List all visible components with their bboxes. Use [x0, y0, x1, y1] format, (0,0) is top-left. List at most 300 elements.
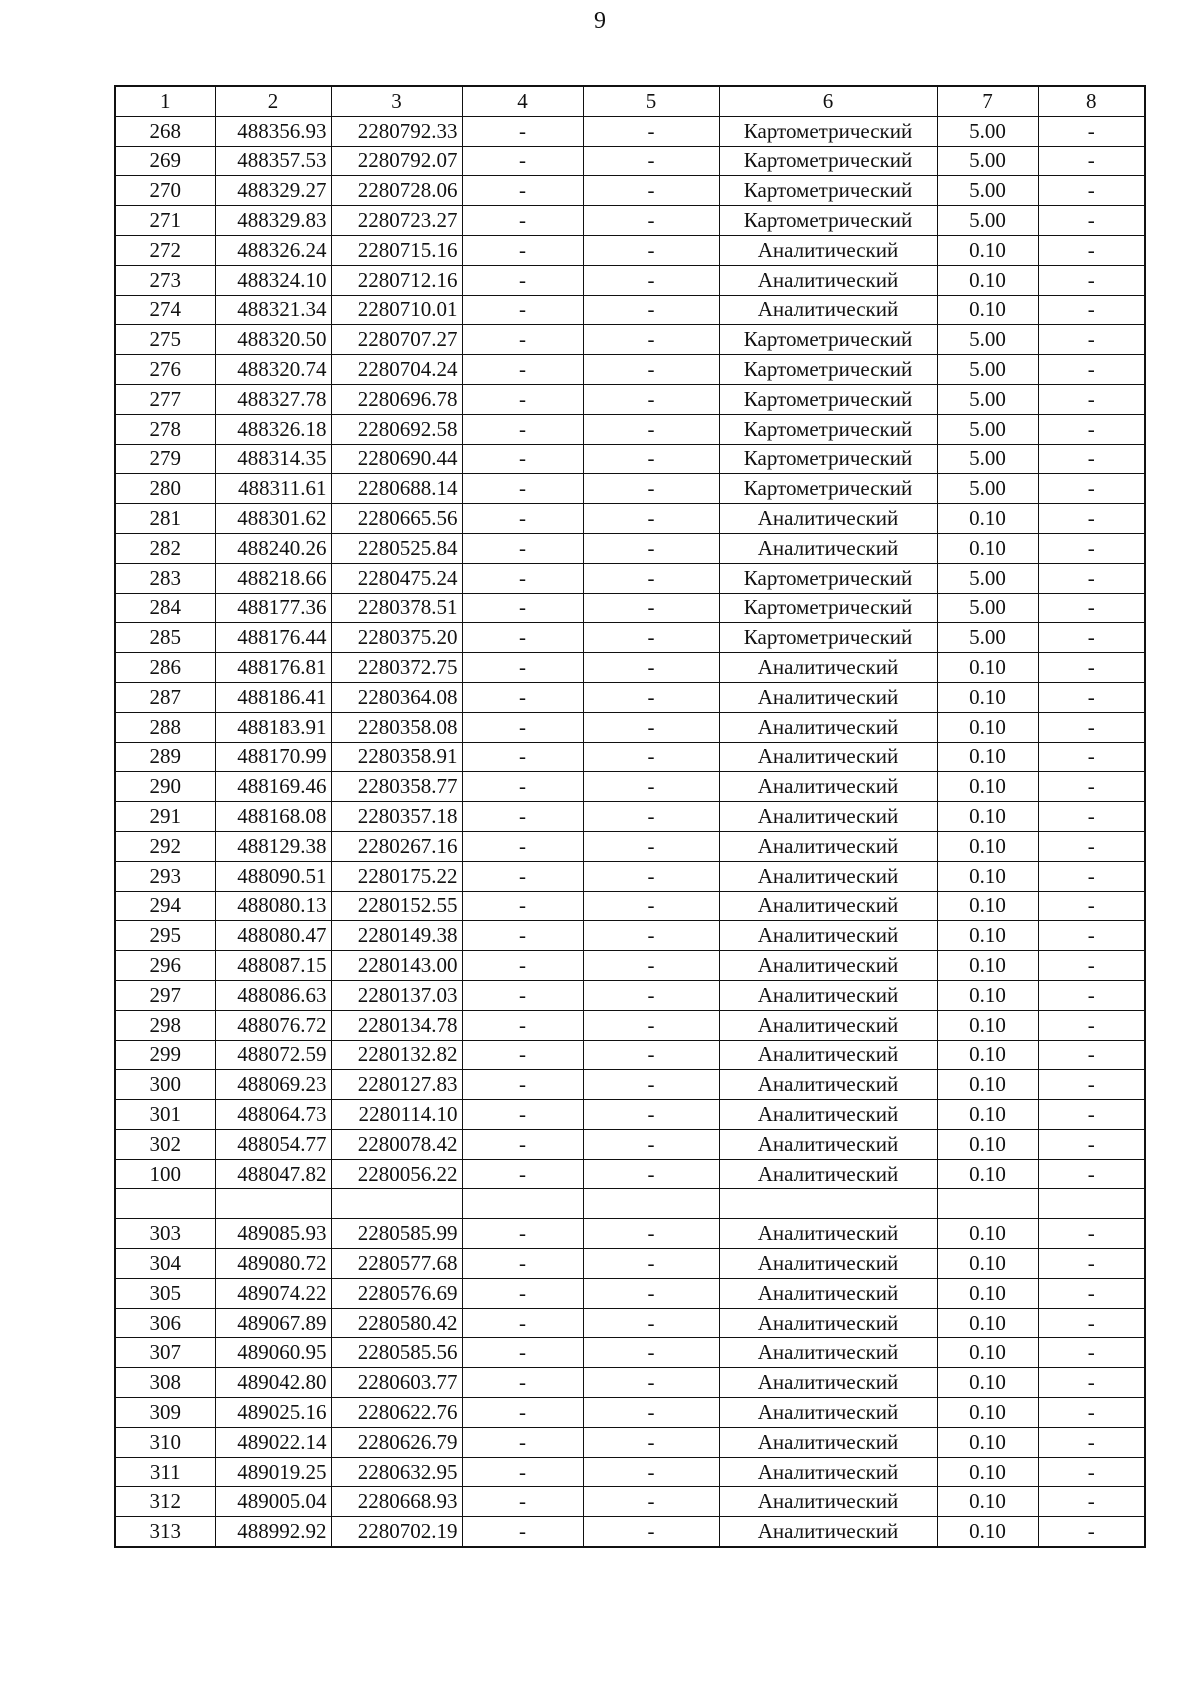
column-5-cell: - — [583, 355, 719, 385]
accuracy-cell: 0.10 — [937, 265, 1038, 295]
column-8-cell: - — [1038, 1368, 1145, 1398]
point-number-cell: 313 — [115, 1517, 215, 1547]
column-8-cell: - — [1038, 206, 1145, 236]
column-8-cell: - — [1038, 1219, 1145, 1249]
x-coordinate-cell: 488169.46 — [215, 772, 331, 802]
column-5-cell: - — [583, 653, 719, 683]
method-cell: Аналитический — [719, 235, 937, 265]
table-row — [115, 802, 1145, 832]
column-8-cell: - — [1038, 712, 1145, 742]
point-number-cell: 309 — [115, 1398, 215, 1428]
y-coordinate-cell: 2280375.20 — [331, 623, 462, 653]
y-coordinate-cell: 2280372.75 — [331, 653, 462, 683]
column-4-cell: - — [462, 1368, 583, 1398]
table-row — [115, 980, 1145, 1010]
column-4-cell: - — [462, 1219, 583, 1249]
column-4-cell: - — [462, 861, 583, 891]
accuracy-cell: 5.00 — [937, 206, 1038, 236]
table-row — [115, 265, 1145, 295]
table-row — [115, 414, 1145, 444]
y-coordinate-cell: 2280626.79 — [331, 1427, 462, 1457]
column-5-cell — [583, 1189, 719, 1219]
point-number-cell: 279 — [115, 444, 215, 474]
x-coordinate-cell: 488326.24 — [215, 235, 331, 265]
column-5-cell: - — [583, 1159, 719, 1189]
accuracy-cell: 0.10 — [937, 980, 1038, 1010]
method-cell: Картометрический — [719, 474, 937, 504]
column-5-cell: - — [583, 1070, 719, 1100]
column-4-cell: - — [462, 563, 583, 593]
accuracy-cell: 5.00 — [937, 355, 1038, 385]
column-4-cell: - — [462, 355, 583, 385]
x-coordinate-cell: 489067.89 — [215, 1308, 331, 1338]
table-row — [115, 891, 1145, 921]
table-row — [115, 623, 1145, 653]
column-4-cell: - — [462, 1070, 583, 1100]
x-coordinate-cell: 488327.78 — [215, 384, 331, 414]
column-header: 8 — [1038, 86, 1145, 116]
column-5-cell: - — [583, 1249, 719, 1279]
column-4-cell: - — [462, 1338, 583, 1368]
point-number-cell: 100 — [115, 1159, 215, 1189]
column-4-cell: - — [462, 1278, 583, 1308]
table-row — [115, 921, 1145, 951]
column-5-cell: - — [583, 325, 719, 355]
y-coordinate-cell: 2280056.22 — [331, 1159, 462, 1189]
accuracy-cell: 0.10 — [937, 1249, 1038, 1279]
column-8-cell: - — [1038, 1487, 1145, 1517]
column-8-cell: - — [1038, 355, 1145, 385]
column-5-cell: - — [583, 295, 719, 325]
column-5-cell: - — [583, 146, 719, 176]
y-coordinate-cell: 2280378.51 — [331, 593, 462, 623]
accuracy-cell: 0.10 — [937, 504, 1038, 534]
table-row — [115, 295, 1145, 325]
point-number-cell: 281 — [115, 504, 215, 534]
x-coordinate-cell: 488168.08 — [215, 802, 331, 832]
column-5-cell: - — [583, 206, 719, 236]
method-cell: Аналитический — [719, 951, 937, 981]
column-4-cell: - — [462, 325, 583, 355]
column-4-cell: - — [462, 295, 583, 325]
x-coordinate-cell: 489085.93 — [215, 1219, 331, 1249]
table-row — [115, 1398, 1145, 1428]
column-4-cell: - — [462, 1487, 583, 1517]
column-8-cell: - — [1038, 414, 1145, 444]
accuracy-cell: 0.10 — [937, 1040, 1038, 1070]
accuracy-cell — [937, 1189, 1038, 1219]
column-4-cell: - — [462, 265, 583, 295]
point-number-cell: 297 — [115, 980, 215, 1010]
accuracy-cell: 0.10 — [937, 712, 1038, 742]
column-4-cell: - — [462, 235, 583, 265]
header-row — [115, 86, 1145, 116]
point-number-cell: 274 — [115, 295, 215, 325]
column-8-cell: - — [1038, 1308, 1145, 1338]
column-4-cell: - — [462, 146, 583, 176]
column-4-cell: - — [462, 1457, 583, 1487]
column-4-cell: - — [462, 533, 583, 563]
x-coordinate-cell: 489080.72 — [215, 1249, 331, 1279]
accuracy-cell: 0.10 — [937, 1219, 1038, 1249]
method-cell — [719, 1189, 937, 1219]
x-coordinate-cell: 488080.13 — [215, 891, 331, 921]
point-number-cell: 275 — [115, 325, 215, 355]
y-coordinate-cell: 2280267.16 — [331, 831, 462, 861]
y-coordinate-cell: 2280665.56 — [331, 504, 462, 534]
table-row — [115, 1487, 1145, 1517]
accuracy-cell: 5.00 — [937, 593, 1038, 623]
point-number-cell — [115, 1189, 215, 1219]
column-5-cell: - — [583, 1338, 719, 1368]
column-4-cell: - — [462, 891, 583, 921]
column-8-cell: - — [1038, 235, 1145, 265]
table-row — [115, 1308, 1145, 1338]
x-coordinate-cell: 488080.47 — [215, 921, 331, 951]
method-cell: Аналитический — [719, 1457, 937, 1487]
table-row — [115, 533, 1145, 563]
column-header: 3 — [331, 86, 462, 116]
x-coordinate-cell: 488054.77 — [215, 1129, 331, 1159]
point-number-cell: 294 — [115, 891, 215, 921]
method-cell: Картометрический — [719, 176, 937, 206]
point-number-cell: 311 — [115, 1457, 215, 1487]
x-coordinate-cell: 489074.22 — [215, 1278, 331, 1308]
x-coordinate-cell: 489025.16 — [215, 1398, 331, 1428]
column-5-cell: - — [583, 1427, 719, 1457]
point-number-cell: 287 — [115, 682, 215, 712]
x-coordinate-cell: 488047.82 — [215, 1159, 331, 1189]
table-row — [115, 682, 1145, 712]
method-cell: Аналитический — [719, 772, 937, 802]
table-row — [115, 355, 1145, 385]
table-row — [115, 116, 1145, 146]
column-5-cell: - — [583, 831, 719, 861]
method-cell: Аналитический — [719, 653, 937, 683]
y-coordinate-cell: 2280358.91 — [331, 742, 462, 772]
column-4-cell: - — [462, 206, 583, 236]
column-8-cell: - — [1038, 1010, 1145, 1040]
x-coordinate-cell: 488177.36 — [215, 593, 331, 623]
method-cell: Аналитический — [719, 295, 937, 325]
column-5-cell: - — [583, 951, 719, 981]
y-coordinate-cell: 2280707.27 — [331, 325, 462, 355]
accuracy-cell: 0.10 — [937, 921, 1038, 951]
column-8-cell: - — [1038, 682, 1145, 712]
y-coordinate-cell: 2280622.76 — [331, 1398, 462, 1428]
table-row — [115, 1010, 1145, 1040]
column-5-cell: - — [583, 1010, 719, 1040]
point-number-cell: 293 — [115, 861, 215, 891]
x-coordinate-cell: 488311.61 — [215, 474, 331, 504]
y-coordinate-cell: 2280712.16 — [331, 265, 462, 295]
y-coordinate-cell: 2280364.08 — [331, 682, 462, 712]
accuracy-cell: 0.10 — [937, 533, 1038, 563]
point-number-cell: 285 — [115, 623, 215, 653]
method-cell: Картометрический — [719, 384, 937, 414]
table-row — [115, 444, 1145, 474]
table-header — [115, 86, 1145, 116]
method-cell: Аналитический — [719, 1010, 937, 1040]
method-cell: Аналитический — [719, 891, 937, 921]
column-5-cell: - — [583, 1457, 719, 1487]
y-coordinate-cell: 2280132.82 — [331, 1040, 462, 1070]
x-coordinate-cell: 488076.72 — [215, 1010, 331, 1040]
column-8-cell: - — [1038, 563, 1145, 593]
column-8-cell: - — [1038, 831, 1145, 861]
point-number-cell: 282 — [115, 533, 215, 563]
point-number-cell: 306 — [115, 1308, 215, 1338]
column-5-cell: - — [583, 474, 719, 504]
method-cell: Картометрический — [719, 116, 937, 146]
x-coordinate-cell: 488183.91 — [215, 712, 331, 742]
column-8-cell: - — [1038, 1278, 1145, 1308]
table-row — [115, 1517, 1145, 1547]
method-cell: Аналитический — [719, 1070, 937, 1100]
method-cell: Картометрический — [719, 444, 937, 474]
column-4-cell: - — [462, 682, 583, 712]
accuracy-cell: 0.10 — [937, 1368, 1038, 1398]
accuracy-cell: 5.00 — [937, 563, 1038, 593]
column-8-cell: - — [1038, 1070, 1145, 1100]
column-5-cell: - — [583, 1487, 719, 1517]
x-coordinate-cell: 488176.44 — [215, 623, 331, 653]
column-5-cell: - — [583, 1398, 719, 1428]
method-cell: Аналитический — [719, 1517, 937, 1547]
y-coordinate-cell: 2280152.55 — [331, 891, 462, 921]
table-row — [115, 1100, 1145, 1130]
point-number-cell: 303 — [115, 1219, 215, 1249]
method-cell: Картометрический — [719, 623, 937, 653]
table-row — [115, 861, 1145, 891]
method-cell: Аналитический — [719, 980, 937, 1010]
method-cell: Аналитический — [719, 533, 937, 563]
y-coordinate-cell: 2280078.42 — [331, 1129, 462, 1159]
column-5-cell: - — [583, 742, 719, 772]
y-coordinate-cell: 2280149.38 — [331, 921, 462, 951]
x-coordinate-cell: 488301.62 — [215, 504, 331, 534]
y-coordinate-cell: 2280585.99 — [331, 1219, 462, 1249]
y-coordinate-cell: 2280792.33 — [331, 116, 462, 146]
x-coordinate-cell: 488329.83 — [215, 206, 331, 236]
column-8-cell: - — [1038, 1427, 1145, 1457]
x-coordinate-cell: 488329.27 — [215, 176, 331, 206]
point-number-cell: 269 — [115, 146, 215, 176]
accuracy-cell: 5.00 — [937, 623, 1038, 653]
column-5-cell: - — [583, 593, 719, 623]
column-5-cell: - — [583, 384, 719, 414]
column-5-cell: - — [583, 1308, 719, 1338]
point-number-cell: 268 — [115, 116, 215, 146]
column-5-cell: - — [583, 623, 719, 653]
table-row — [115, 504, 1145, 534]
table-body — [115, 116, 1145, 1547]
column-5-cell: - — [583, 533, 719, 563]
table-row — [115, 712, 1145, 742]
accuracy-cell: 0.10 — [937, 653, 1038, 683]
column-4-cell: - — [462, 712, 583, 742]
point-number-cell: 280 — [115, 474, 215, 504]
column-5-cell: - — [583, 921, 719, 951]
point-number-cell: 271 — [115, 206, 215, 236]
table-row — [115, 1219, 1145, 1249]
column-8-cell: - — [1038, 951, 1145, 981]
point-number-cell: 295 — [115, 921, 215, 951]
column-5-cell: - — [583, 116, 719, 146]
column-8-cell: - — [1038, 474, 1145, 504]
method-cell: Аналитический — [719, 1427, 937, 1457]
x-coordinate-cell: 488357.53 — [215, 146, 331, 176]
table-row — [115, 235, 1145, 265]
accuracy-cell: 0.10 — [937, 891, 1038, 921]
x-coordinate-cell: 488321.34 — [215, 295, 331, 325]
point-number-cell: 286 — [115, 653, 215, 683]
column-header: 4 — [462, 86, 583, 116]
accuracy-cell: 5.00 — [937, 444, 1038, 474]
x-coordinate-cell: 488176.81 — [215, 653, 331, 683]
accuracy-cell: 0.10 — [937, 1398, 1038, 1428]
column-4-cell: - — [462, 1249, 583, 1279]
column-header: 2 — [215, 86, 331, 116]
column-8-cell: - — [1038, 980, 1145, 1010]
point-number-cell: 283 — [115, 563, 215, 593]
y-coordinate-cell: 2280358.08 — [331, 712, 462, 742]
point-number-cell: 270 — [115, 176, 215, 206]
y-coordinate-cell: 2280688.14 — [331, 474, 462, 504]
x-coordinate-cell: 488086.63 — [215, 980, 331, 1010]
method-cell: Аналитический — [719, 1398, 937, 1428]
x-coordinate-cell: 488324.10 — [215, 265, 331, 295]
table-row — [115, 206, 1145, 236]
y-coordinate-cell — [331, 1189, 462, 1219]
column-5-cell: - — [583, 1040, 719, 1070]
column-5-cell: - — [583, 1517, 719, 1547]
column-4-cell: - — [462, 504, 583, 534]
column-5-cell: - — [583, 414, 719, 444]
x-coordinate-cell: 489042.80 — [215, 1368, 331, 1398]
table-row — [115, 325, 1145, 355]
accuracy-cell: 0.10 — [937, 1129, 1038, 1159]
point-number-cell: 305 — [115, 1278, 215, 1308]
table-row — [115, 474, 1145, 504]
column-8-cell: - — [1038, 325, 1145, 355]
method-cell: Картометрический — [719, 206, 937, 236]
method-cell: Аналитический — [719, 1487, 937, 1517]
point-number-cell: 276 — [115, 355, 215, 385]
column-8-cell: - — [1038, 533, 1145, 563]
column-5-cell: - — [583, 1278, 719, 1308]
table-row — [115, 742, 1145, 772]
column-8-cell: - — [1038, 802, 1145, 832]
column-4-cell: - — [462, 623, 583, 653]
method-cell: Картометрический — [719, 563, 937, 593]
accuracy-cell: 0.10 — [937, 742, 1038, 772]
y-coordinate-cell: 2280715.16 — [331, 235, 462, 265]
column-4-cell: - — [462, 831, 583, 861]
column-5-cell: - — [583, 1368, 719, 1398]
column-8-cell: - — [1038, 861, 1145, 891]
point-number-cell: 278 — [115, 414, 215, 444]
x-coordinate-cell — [215, 1189, 331, 1219]
accuracy-cell: 0.10 — [937, 802, 1038, 832]
accuracy-cell: 0.10 — [937, 1010, 1038, 1040]
y-coordinate-cell: 2280577.68 — [331, 1249, 462, 1279]
accuracy-cell: 0.10 — [937, 235, 1038, 265]
method-cell: Аналитический — [719, 861, 937, 891]
column-4-cell: - — [462, 653, 583, 683]
accuracy-cell: 0.10 — [937, 1100, 1038, 1130]
accuracy-cell: 0.10 — [937, 1278, 1038, 1308]
coordinates-table — [114, 85, 1146, 1548]
y-coordinate-cell: 2280475.24 — [331, 563, 462, 593]
column-4-cell: - — [462, 1010, 583, 1040]
y-coordinate-cell: 2280525.84 — [331, 533, 462, 563]
method-cell: Аналитический — [719, 1368, 937, 1398]
accuracy-cell: 5.00 — [937, 146, 1038, 176]
method-cell: Аналитический — [719, 1338, 937, 1368]
y-coordinate-cell: 2280114.10 — [331, 1100, 462, 1130]
method-cell: Аналитический — [719, 921, 937, 951]
table-row — [115, 593, 1145, 623]
table-row — [115, 1249, 1145, 1279]
column-8-cell: - — [1038, 593, 1145, 623]
accuracy-cell: 0.10 — [937, 861, 1038, 891]
column-8-cell: - — [1038, 295, 1145, 325]
page-number: 9 — [594, 8, 606, 34]
column-8-cell: - — [1038, 1129, 1145, 1159]
x-coordinate-cell: 488170.99 — [215, 742, 331, 772]
point-number-cell: 304 — [115, 1249, 215, 1279]
column-4-cell: - — [462, 772, 583, 802]
column-8-cell: - — [1038, 1040, 1145, 1070]
x-coordinate-cell: 488992.92 — [215, 1517, 331, 1547]
y-coordinate-cell: 2280728.06 — [331, 176, 462, 206]
table-row — [115, 1368, 1145, 1398]
column-8-cell: - — [1038, 742, 1145, 772]
table-row — [115, 831, 1145, 861]
method-cell: Аналитический — [719, 712, 937, 742]
table-row — [115, 1159, 1145, 1189]
accuracy-cell: 0.10 — [937, 295, 1038, 325]
x-coordinate-cell: 488186.41 — [215, 682, 331, 712]
method-cell: Картометрический — [719, 325, 937, 355]
y-coordinate-cell: 2280692.58 — [331, 414, 462, 444]
table-row — [115, 146, 1145, 176]
accuracy-cell: 5.00 — [937, 116, 1038, 146]
x-coordinate-cell: 488218.66 — [215, 563, 331, 593]
column-4-cell: - — [462, 951, 583, 981]
column-4-cell: - — [462, 1100, 583, 1130]
point-number-cell: 296 — [115, 951, 215, 981]
y-coordinate-cell: 2280576.69 — [331, 1278, 462, 1308]
column-8-cell: - — [1038, 1398, 1145, 1428]
method-cell: Аналитический — [719, 504, 937, 534]
table-row — [115, 563, 1145, 593]
y-coordinate-cell: 2280710.01 — [331, 295, 462, 325]
column-8-cell: - — [1038, 116, 1145, 146]
column-5-cell: - — [583, 891, 719, 921]
accuracy-cell: 5.00 — [937, 474, 1038, 504]
column-8-cell: - — [1038, 921, 1145, 951]
accuracy-cell: 5.00 — [937, 384, 1038, 414]
method-cell: Аналитический — [719, 1100, 937, 1130]
column-8-cell: - — [1038, 384, 1145, 414]
column-4-cell: - — [462, 414, 583, 444]
method-cell: Аналитический — [719, 742, 937, 772]
accuracy-cell: 0.10 — [937, 1159, 1038, 1189]
point-number-cell: 301 — [115, 1100, 215, 1130]
table-row — [115, 1278, 1145, 1308]
